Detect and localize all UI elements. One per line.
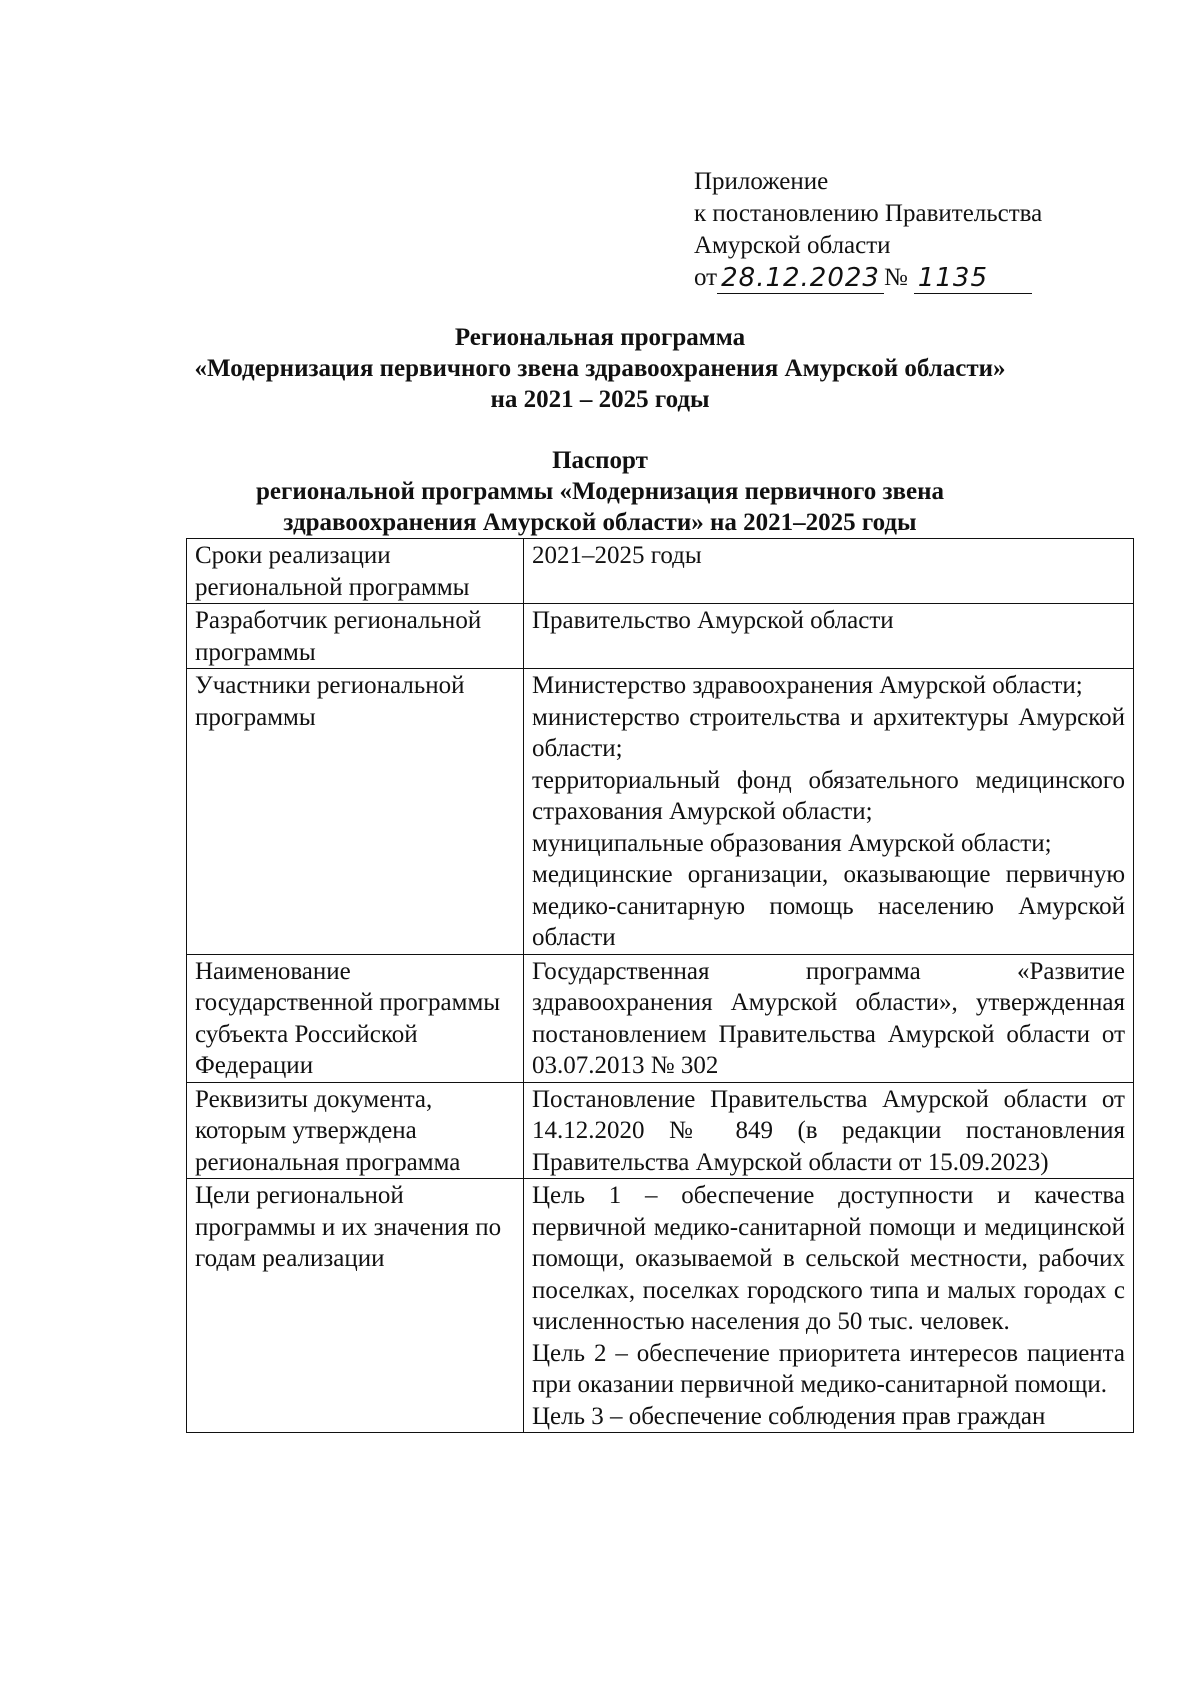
value-paragraph: Правительство Амурской области — [532, 607, 894, 634]
passport-table — [186, 538, 1134, 1433]
passport-title — [0, 445, 1200, 538]
table-row — [187, 604, 1134, 669]
passport-title-line-2: региональной программы «Модернизация первичного звена — [255, 478, 945, 505]
row-value-developer — [524, 604, 1134, 669]
appendix-date-number-row — [694, 262, 1114, 294]
value-paragraph: Цель 1 – обеспечение доступности и качества первичной медико-санитарной помощи и медицинской помощи, оказываемой в сельской местности, рабочих поселках, поселках городского типа и малых городах с численностью населения до 50 тыс. человек. — [532, 1182, 1125, 1335]
handwritten-number: 1135 — [914, 263, 1032, 294]
number-prefix: № — [883, 264, 908, 291]
row-label-developer: Разработчик региональной программы — [187, 604, 524, 669]
row-label-state-program: Наименование государственной программы субъекта Российской Федерации — [187, 954, 524, 1082]
date-prefix: от — [694, 264, 718, 291]
row-label-goals: Цели региональной программы и их значения по годам реализации — [187, 1179, 524, 1433]
row-value-state-program — [524, 954, 1134, 1082]
value-paragraph: территориальный фонд обязательного медицинского страхования Амурской области; — [532, 766, 1125, 825]
appendix-resolution-line: к постановлению Правительства — [694, 200, 1043, 227]
appendix-region-line: Амурской области — [694, 232, 891, 259]
value-paragraph: Цель 3 – обеспечение соблюдения прав граждан — [532, 1402, 1046, 1430]
appendix-heading: Приложение — [694, 168, 829, 195]
row-label-document-details: Реквизиты документа, которым утверждена региональная программа — [187, 1082, 524, 1179]
table-row — [187, 1082, 1134, 1179]
row-label-terms: Сроки реализации региональной программы — [187, 539, 524, 604]
table-row — [187, 669, 1134, 955]
passport-title-line-1: Паспорт — [552, 447, 648, 474]
appendix-block — [694, 166, 1114, 294]
table-row — [187, 539, 1134, 604]
value-paragraph: Цель 2 – обеспечение приоритета интересов пациента при оказании первичной медико-санитарной помощи. — [532, 1339, 1125, 1398]
program-title-line-3: на 2021 – 2025 годы — [490, 386, 710, 413]
value-paragraph: 2021–2025 годы — [532, 542, 702, 569]
row-value-document-details — [524, 1082, 1134, 1179]
handwritten-date: 28.12.2023 — [717, 263, 884, 294]
row-label-participants: Участники региональной программы — [187, 669, 524, 955]
program-title — [0, 322, 1200, 415]
program-title-line-1: Региональная программа — [454, 324, 746, 351]
value-paragraph: медицинские организации, оказывающие первичную медико-санитарную помощь населению Амурской области — [532, 861, 1125, 951]
value-paragraph: министерство строительства и архитектуры Амурской области; — [532, 703, 1125, 762]
value-paragraph: Государственная программа «Развитие здравоохранения Амурской области», утвержденная постановлением Правительства Амурской области от 03.07.2013 № 302 — [532, 957, 1125, 1079]
row-value-participants — [524, 669, 1134, 955]
program-title-line-2: «Модернизация первичного звена здравоохранения Амурской области» — [194, 355, 1006, 382]
value-paragraph: муниципальные образования Амурской области; — [532, 829, 1052, 857]
table-row — [187, 1179, 1134, 1433]
value-paragraph: Постановление Правительства Амурской области от 14.12.2020 № 849 (в редакции постановления Правительства Амурской области от 15.09.2023) — [532, 1085, 1125, 1176]
passport-title-line-3: здравоохранения Амурской области» на 2021–2025 годы — [283, 509, 917, 536]
table-row — [187, 954, 1134, 1082]
row-value-goals — [524, 1179, 1134, 1433]
value-paragraph: Министерство здравоохранения Амурской области; — [532, 672, 1083, 699]
row-value-terms — [524, 539, 1134, 604]
